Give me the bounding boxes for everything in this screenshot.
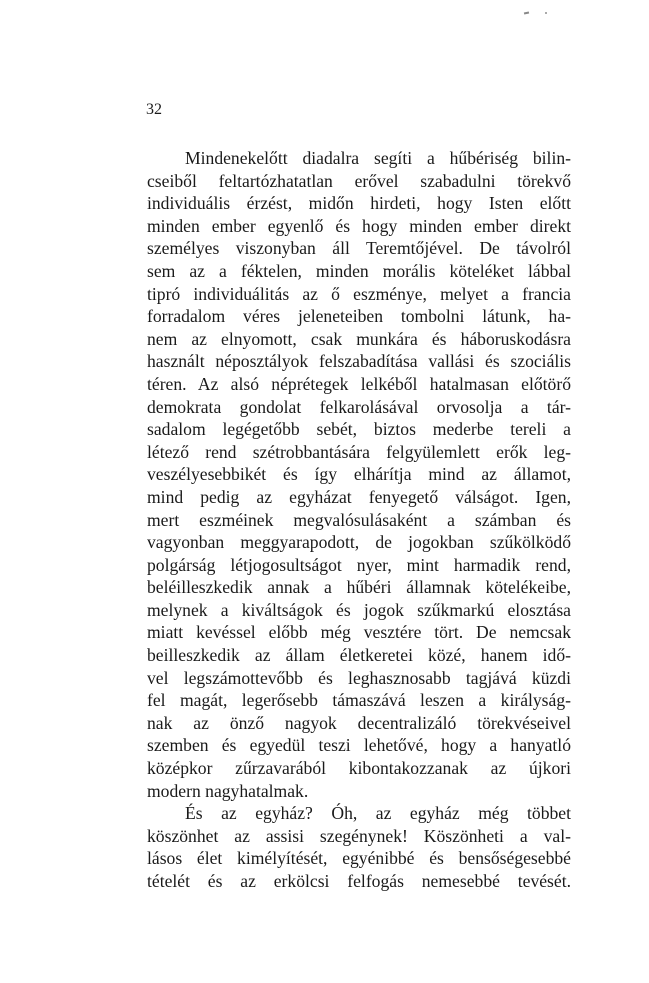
paragraph <box>147 802 571 892</box>
text-line: személyes viszonyban áll Teremtőjével. De távolról <box>147 238 571 259</box>
text-line: polgárság létjogosultságot nyer, mint harmadik rend, <box>147 554 571 575</box>
text-line: beilleszkedik az állam életkeretei közé, hanem idő- <box>147 645 571 666</box>
text-line: nem az elnyomott, csak munkára és háboruskodásra <box>147 328 571 349</box>
text-line: tételét és az erkölcsi felfogás nemesebbé tevését. <box>147 871 571 891</box>
text-line: sem az a féktelen, minden morális köteléket lábbal <box>147 260 571 281</box>
scan-speck <box>524 12 529 15</box>
text-line: sadalom legégetőbb sebét, biztos mederbe tereli a <box>147 419 571 440</box>
text-line: létező rend szétrobbantására felgyülemlett erők leg- <box>147 441 571 462</box>
text-line: Mindenekelőtt diadalra segíti a hűbériség bilin- <box>185 148 571 168</box>
text-line: modern nagyhatalmak. <box>147 780 309 801</box>
text-line: beléilleszkedik annak a hűbéri államnak kötelékeibe, <box>147 577 571 598</box>
text-line: forradalom véres jeleneteiben tombolni látunk, ha- <box>147 306 571 327</box>
text-line: téren. Az alsó néprétegek lelkéből hatalmasan előtörő <box>147 373 571 394</box>
scan-speck <box>545 12 547 14</box>
text-line: demokrata gondolat felkarolásával orvosolja a tár- <box>147 396 571 417</box>
text-line: vel legszámottevőbb és leghasznosabb tagjává küzdi <box>147 667 571 688</box>
text-line: lásos élet kimélyítését, egyénibbé és bensőségesebbé <box>147 848 571 869</box>
text-line: miatt kevéssel előbb még vesztére tört. De nemcsak <box>147 622 571 643</box>
page-number: 32 <box>146 101 162 118</box>
text-line: mert eszméinek megvalósulásaként a számban és <box>147 509 571 530</box>
text-line: tipró individuálitás az ő eszménye, melyet a francia <box>147 283 571 304</box>
text-line: szemben és egyedül teszi lehetővé, hogy a hanyatló <box>147 735 571 756</box>
text-line: mind pedig az egyházat fenyegető válságot. Igen, <box>147 486 571 507</box>
body-text <box>147 147 571 893</box>
text-line: individuális érzést, midőn hirdeti, hogy Isten előtt <box>147 193 571 214</box>
text-line: cseiből feltartózhatatlan erővel szabadulni törekvő <box>147 170 571 191</box>
text-line: vagyonban meggyarapodott, de jogokban szűkölködő <box>147 532 571 553</box>
text-line: használt néposztályok felszabadítása vallási és szociális <box>147 351 571 372</box>
text-line: minden ember egyenlő és hogy minden ember direkt <box>147 215 571 236</box>
text-line: És az egyház? Óh, az egyház még többet <box>185 803 571 824</box>
text-line: köszönhet az assisi szegénynek! Köszönheti a val- <box>147 825 571 846</box>
paragraph <box>147 147 571 802</box>
text-line: melynek a kiváltságok és jogok szűkmarkú elosztása <box>147 599 571 620</box>
text-line: fel magát, legerősebb támaszává leszen a királyság- <box>147 690 571 711</box>
text-line: veszélyesebbikét és így elhárítja mind az államot, <box>147 464 571 485</box>
text-line: középkor zűrzavarából kibontakozzanak az újkori <box>147 758 571 779</box>
text-line: nak az önző nagyok decentralizáló törekvéseivel <box>147 712 571 733</box>
